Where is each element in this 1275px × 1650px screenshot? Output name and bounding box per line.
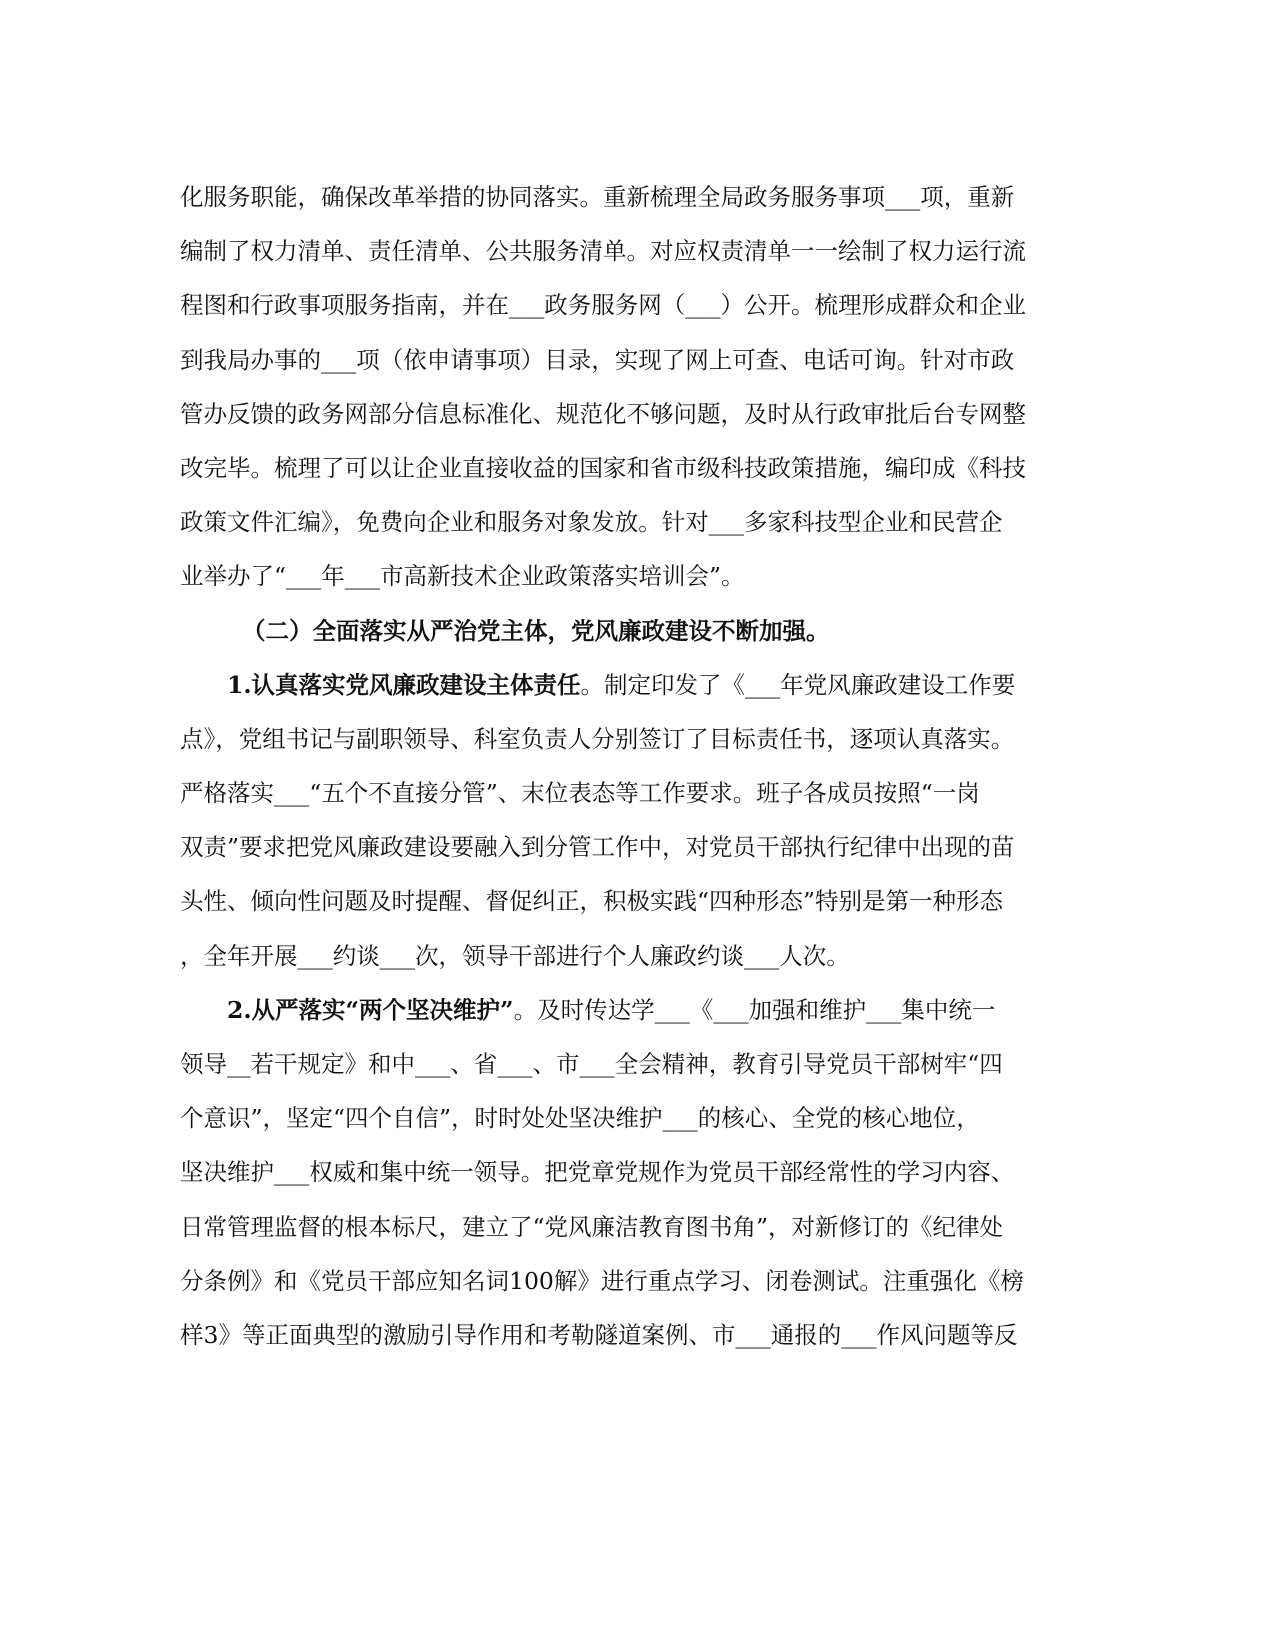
paragraph-line: 样3》等正面典型的激励引导作用和考勒隧道案例、市___通报的___作风问题等反: [180, 1320, 1018, 1349]
paragraph-line: 改完毕。梳理了可以让企业直接收益的国家和省市级科技政策措施，编印成《科技: [180, 453, 1026, 482]
document-page: [180, 170, 1100, 1362]
paragraph-line: 程图和行政事项服务指南，并在___政务服务网（___）公开。梳理形成群众和企业: [180, 291, 1026, 320]
paragraph-line: 点》，党组书记与副职领导、科室负责人分别签订了目标责任书，逐项认真落实。: [180, 724, 1015, 753]
paragraph-text: 。及时传达学___《___加强和维护___集中统一: [513, 995, 996, 1024]
paragraph-line: ，全年开展___约谈___次，领导干部进行个人廉政约谈___人次。: [180, 941, 850, 970]
paragraph-line: [180, 658, 1100, 712]
paragraph-line: 严格落实___“五个不直接分管”、末位表态等工作要求。班子各成员按照“一岗: [180, 779, 980, 808]
paragraph-line: 日常管理监督的根本标尺，建立了“党风廉洁教育图书角”，对新修订的《纪律处: [180, 1212, 1004, 1241]
subheading: 1.认真落实党风廉政建设主体责任: [227, 670, 581, 699]
paragraph-line: 化服务职能，确保改革举措的协同落实。重新梳理全局政务服务事项___项，重新: [180, 183, 1015, 211]
paragraph-line: 坚决维护___权威和集中统一领导。把党章党规作为党员干部经常性的学习内容、: [180, 1158, 1015, 1187]
paragraph-line: 业举办了“___年___市高新技术企业政策落实培训会”。: [180, 562, 745, 591]
paragraph-line: [180, 983, 1100, 1037]
paragraph-line: 分条例》和《党员干部应知名词100解》进行重点学习、闭卷测试。注重强化《榜: [180, 1266, 1024, 1295]
paragraph-line: 政策文件汇编》，免费向企业和服务对象发放。针对___多家科技型企业和民营企: [180, 508, 1003, 537]
paragraph-line: 双责”要求把党风廉政建设要融入到分管工作中，对党员干部执行纪律中出现的苗: [180, 833, 1015, 862]
paragraph-line: 管办反馈的政务网部分信息标准化、规范化不够问题，及时从行政审批后台专网整: [180, 399, 1026, 428]
paragraph-line: 编制了权力清单、责任清单、公共服务清单。对应权责清单一一绘制了权力运行流: [180, 237, 1026, 266]
subheading: 2.从严落实“两个坚决维护”: [227, 995, 514, 1024]
paragraph-line: 到我局办事的___项（依申请事项）目录，实现了网上可查、电话可询。针对市政: [180, 345, 1015, 374]
paragraph-line: 领导__若干规定》和中___、省___、市___全会精神，教育引导党员干部树牢“四: [180, 1050, 1003, 1078]
paragraph-line: 头性、倾向性问题及时提醒、督促纠正，积极实践“四种形态”特别是第一种形态: [180, 887, 1004, 916]
section-heading: （二）全面落实从严治党主体，党风廉政建设不断加强。: [242, 616, 830, 645]
paragraph-line: 个意识”，坚定“四个自信”，时时处处坚决维护___的核心、全党的核心地位，: [180, 1104, 980, 1133]
paragraph-text: 。制定印发了《___年党风廉政建设工作要: [580, 670, 1016, 699]
